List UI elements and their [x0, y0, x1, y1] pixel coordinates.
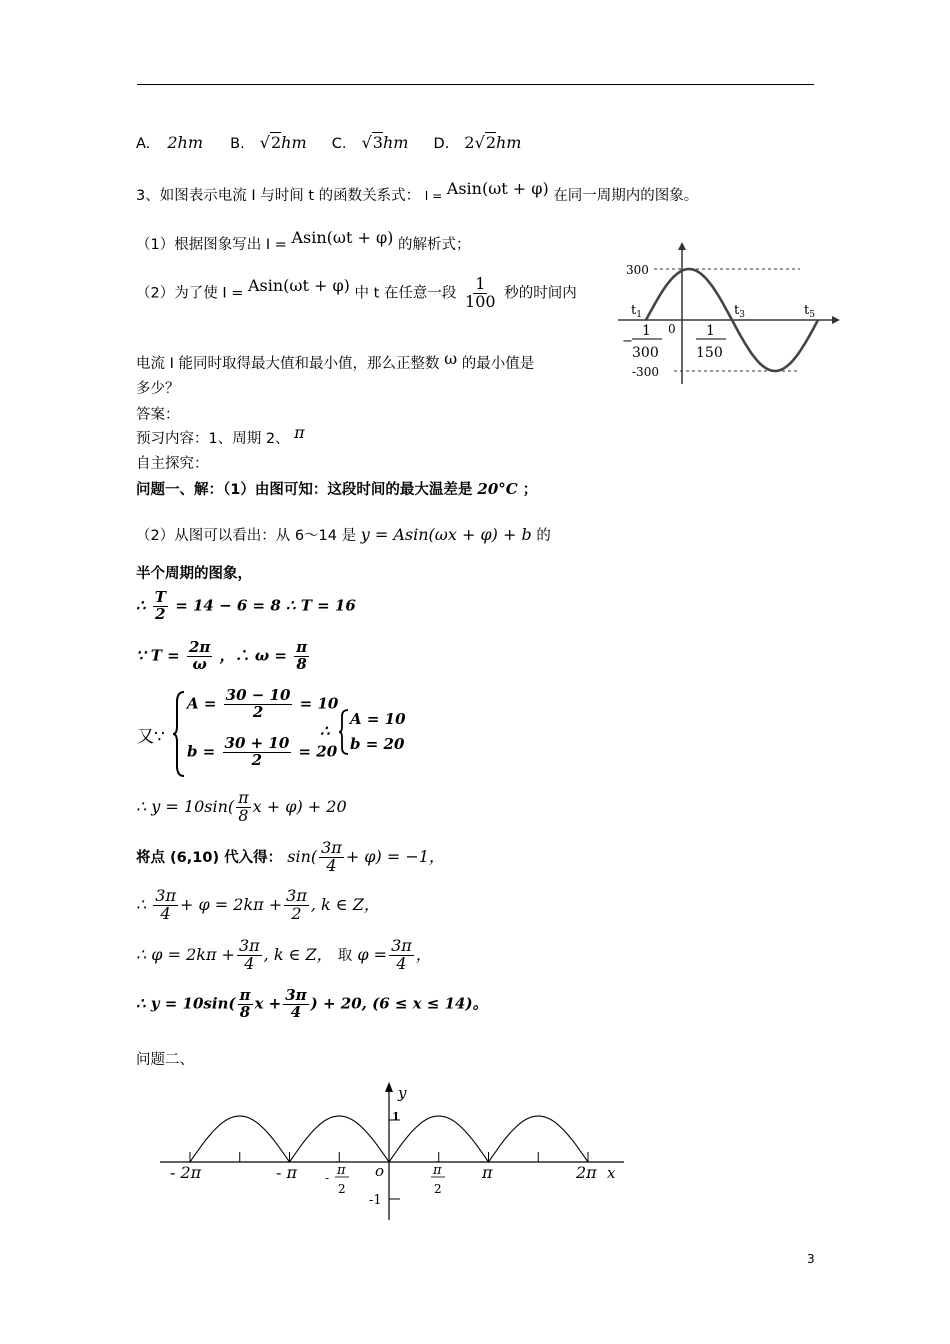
option-b-value: hm: [281, 133, 307, 152]
option-d-value: hm: [496, 133, 522, 152]
q3-i-eq: I =: [424, 189, 443, 203]
A-res: = 10: [299, 694, 339, 713]
graph2-one-label: 1: [392, 1110, 400, 1123]
graph2-negpi: - π: [276, 1163, 298, 1182]
q1-end: ；: [522, 482, 538, 498]
b-res: = 20: [298, 742, 338, 761]
q3-p1-text: （1）根据图象写出 I =: [136, 237, 287, 253]
substitute-text: 将点 (6,10) 代入得：: [136, 849, 283, 866]
option-d-root: 2: [485, 133, 496, 152]
A-eq: A =: [187, 694, 217, 713]
graph2-y-arrow: [385, 1082, 393, 1092]
substitute-line: [136, 840, 445, 875]
graph1-x2-den: 150: [696, 345, 723, 361]
frac-pi-8-c: $\frac{\pi}{8}$: [239, 986, 251, 1021]
option-c-label: C.: [331, 136, 347, 152]
q2-func: y = Asin(ωx + φ) + b: [360, 525, 532, 544]
phi-eq: + φ = 2kπ +: [179, 894, 283, 914]
graph1-x2-num: 1: [706, 323, 715, 339]
q3-part2: [136, 276, 577, 311]
graph1-x1-den: 300: [632, 345, 659, 361]
graph2-neg2pi: - 2π: [170, 1163, 202, 1182]
current-sine-graph: [600, 238, 840, 388]
frac-3pi-4-e: $\frac{3\pi}{4}$: [285, 986, 307, 1021]
graph2-2pi: 2π: [576, 1163, 597, 1182]
graph2-y-label: y: [398, 1084, 407, 1102]
graph1-label-neg300: -300: [632, 365, 659, 379]
frac-pi-8-b: $\frac{\pi}{8}$: [238, 788, 249, 825]
q3-part2-line3: 多少？: [136, 381, 180, 397]
q2-solution: [136, 524, 551, 545]
q2-title: 问题二、: [136, 1052, 194, 1068]
phi-sol: φ = 2kπ +: [151, 944, 235, 964]
left-brace-2: [338, 708, 350, 756]
graph2-neg1-label: -1: [369, 1193, 382, 1208]
q3-p2-text: （2）为了使 I =: [136, 285, 244, 302]
options-row: A. 2hm B. √2hm C. √3hm D. 2√2hm: [136, 133, 522, 152]
period-line: [136, 590, 356, 623]
x-phi: x + φ) + 20: [252, 796, 347, 816]
graph1-label-300: 300: [626, 263, 649, 277]
frac-3pi-4: $\frac{3\pi}{4}$: [321, 838, 342, 875]
q1-solution: [136, 478, 537, 499]
q3-p2-line2-end: 的最小值是: [461, 356, 535, 372]
omega-T: T: [150, 646, 162, 665]
q3-func: Asin(ωt + φ): [446, 179, 549, 198]
b-eq-line: [187, 736, 337, 769]
graph2-x-label: x: [607, 1164, 616, 1182]
preview-pi: π: [294, 423, 305, 442]
answers-title: 答案：: [136, 407, 180, 423]
frac-3pi-4-b: $\frac{3\pi}{4}$: [155, 886, 176, 923]
header-rule: [137, 84, 814, 85]
graph1-y-arrow: [678, 242, 686, 250]
frac-3pi-4-c: $\frac{3\pi}{4}$: [238, 936, 260, 973]
y-formula-line: [136, 790, 347, 825]
therefore-3: ∴: [136, 796, 147, 816]
frac-T-2: $\frac{T}{2}$: [154, 588, 166, 623]
q3-fraction: $\frac{1}{100}$: [465, 274, 496, 311]
frac-pi-8: $\frac{\pi}{8}$: [296, 638, 308, 673]
graph2-half-den: 2: [434, 1182, 442, 1196]
omega-eq: ，∴ ω =: [219, 646, 287, 665]
final-c: ) + 20, (6 ≤ x ≤ 14)。: [310, 994, 488, 1013]
q1-value: 20°C: [477, 480, 518, 498]
q2-text: （2）从图可以看出：从 6～14 是: [136, 528, 357, 544]
q3-p2-line2-text: 电流 I 能同时取得最大值和最小值，那么正整数: [136, 356, 440, 372]
option-a-value: 2hm: [167, 133, 204, 152]
page-number: 3: [807, 1252, 815, 1266]
graph2-neg-half-sign: -: [325, 1171, 330, 1185]
b-eq: b =: [187, 742, 216, 761]
frac-3pi-2: $\frac{3\pi}{2}$: [286, 886, 307, 923]
graph1-t5: $t_5$: [804, 303, 815, 320]
preview-text: 预习内容：1、周期 2、: [136, 431, 290, 447]
therefore-6: ∴: [136, 994, 146, 1013]
take-text: 取: [337, 947, 353, 964]
graph2-origin: o: [375, 1162, 385, 1180]
option-d-pre: 2: [464, 133, 475, 152]
A10: A = 10: [350, 710, 406, 728]
frac-b: $\frac{30 + 10}{2}$: [224, 734, 290, 769]
q2-end: 的: [536, 528, 551, 544]
answers-preview: [136, 423, 305, 448]
frac-A: $\frac{30 - 10}{2}$: [225, 686, 291, 721]
q3-intro-end: 在同一周期内的图象。: [553, 188, 699, 204]
graph1-t1: $t_1$: [631, 303, 642, 320]
final-a: y = 10sin(: [150, 994, 236, 1013]
frac-2pi-omega: $\frac{2\pi}{\omega}$: [188, 638, 211, 673]
graph2-half-num: π: [433, 1163, 442, 1178]
q3-intro: [136, 179, 699, 205]
because-1: ∵: [136, 646, 146, 665]
frac-3pi-4-d: $\frac{3\pi}{4}$: [391, 936, 412, 973]
q3-p1-end: 的解析式；: [398, 237, 471, 253]
option-a-label: A.: [136, 136, 151, 152]
option-b-root: 2: [270, 133, 282, 152]
option-b-label: B.: [230, 136, 245, 152]
q3-p2-mid: 中 t 在任意一段: [354, 285, 457, 302]
q3-part2-line2: [136, 349, 535, 373]
q3-part1: [136, 228, 471, 254]
option-d-label: D.: [433, 136, 450, 152]
period-eq: = 14 − 6 = 8 ∴ T = 16: [175, 596, 356, 615]
sin-close: + φ) = −1，: [345, 846, 445, 866]
sin-open: sin(: [287, 846, 318, 866]
q3-p1-func: Asin(ωt + φ): [291, 228, 394, 247]
left-brace-1: [172, 690, 186, 778]
option-c-value: hm: [382, 133, 409, 152]
q3-p2-end: 秒的时间内: [504, 285, 577, 302]
k-in-z: , k ∈ Z，: [310, 894, 380, 914]
k-in-z-2: , k ∈ Z，: [263, 944, 333, 964]
half-period-line: 半个周期的图象，: [136, 566, 252, 582]
final-formula-line: [136, 988, 488, 1021]
answers-explore: 自主探究：: [136, 456, 209, 472]
y-eq: y = 10sin(: [151, 796, 235, 816]
graph2-neg-half-num: π: [337, 1163, 346, 1178]
therefore-2: ∴: [320, 722, 330, 740]
phi-take: φ =: [357, 944, 388, 964]
graph2-neg-half-den: 2: [338, 1182, 346, 1196]
omega-line: ∵ T = $\frac{2\pi}{\omega}$ ，∴ ω = $\frac{\pi}{8}$: [136, 638, 308, 673]
graph1-t3: $t_3$: [734, 303, 745, 320]
final-b: x +: [254, 994, 282, 1013]
abs-sine-graph: [150, 1078, 630, 1226]
option-c-root: 3: [372, 133, 383, 152]
q3-omega: ω: [444, 349, 458, 368]
A-eq-line: [187, 688, 338, 721]
q3-p2-func: Asin(ωt + φ): [247, 276, 350, 296]
comma: ，: [415, 944, 432, 964]
phi-solution-line: [136, 938, 432, 973]
therefore-1: ∴: [136, 596, 146, 615]
q3-intro-text: 3、如图表示电流 I 与时间 t 的函数关系式：: [136, 188, 421, 204]
b20: b = 20: [350, 735, 405, 753]
therefore-4: ∴: [136, 894, 147, 914]
graph2-pi: π: [482, 1163, 493, 1182]
you-because: 又∵: [137, 727, 165, 747]
therefore-5: ∴: [136, 944, 147, 964]
q1-text: 问题一、解：（1）由图可知：这段时间的最大温差是: [136, 482, 473, 498]
phi-eq-line: [136, 888, 380, 923]
graph1-x1-num: 1: [642, 323, 651, 339]
graph1-x-arrow: [832, 316, 840, 324]
graph1-origin: 0: [668, 322, 676, 336]
graph1-neg-sign: −: [622, 334, 633, 349]
